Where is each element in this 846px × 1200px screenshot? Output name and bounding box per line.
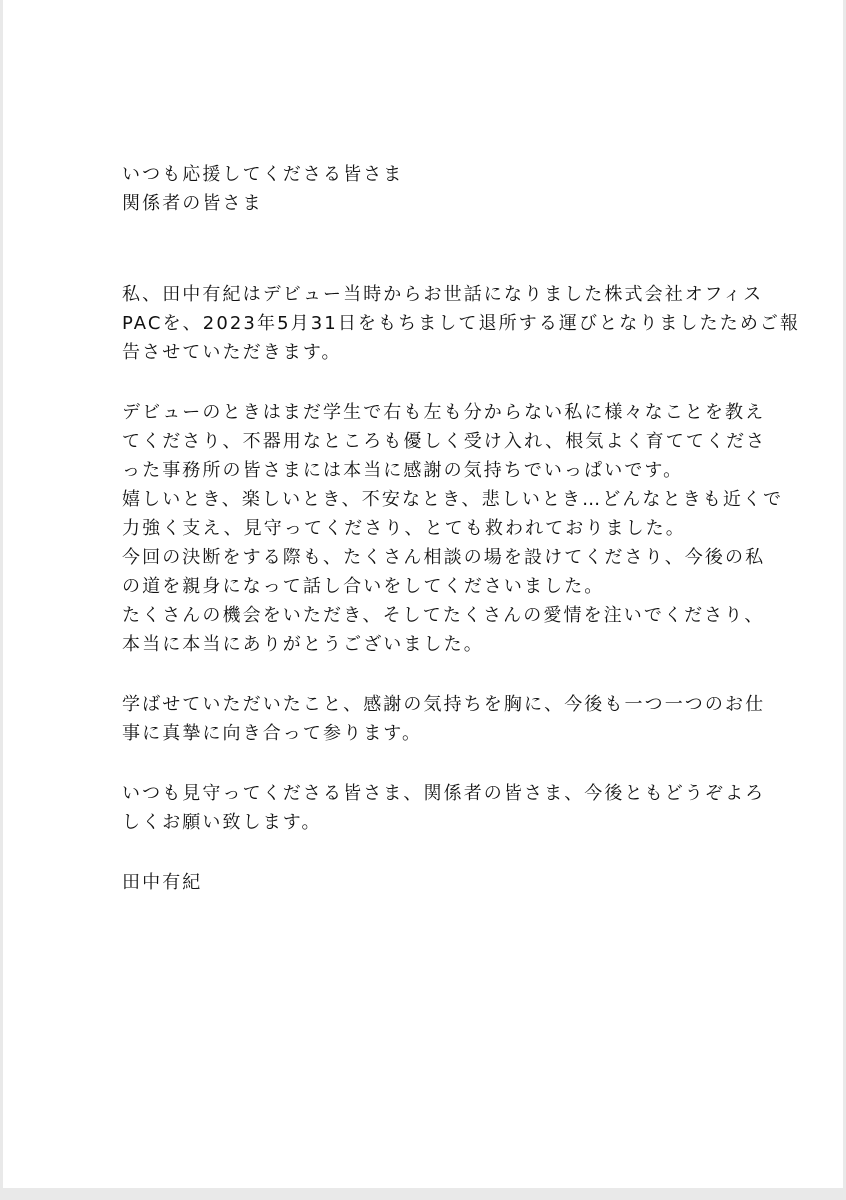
- letter-page: [3, 0, 843, 1188]
- spacer: [122, 837, 762, 868]
- paragraph-line: 嬉しいとき、楽しいとき、不安なとき、悲しいとき…どんなときも近くで: [122, 489, 784, 510]
- paragraph-line: 告させていただきます。: [122, 342, 342, 363]
- paragraph-future: [122, 690, 766, 748]
- paragraph-line: PACを、2023年5月31日をもちまして退所する運びとなりましたためご報: [122, 313, 801, 334]
- spacer: [122, 367, 762, 398]
- paragraph-line: 学ばせていただいたこと、感謝の気持ちを胸に、今後も一つ一つのお仕: [122, 694, 766, 715]
- paragraph-line: デビューのときはまだ学生で右も左も分からない私に様々なことを教え: [122, 402, 766, 423]
- spacer: [122, 659, 762, 690]
- signature: 田中有紀: [122, 872, 203, 893]
- paragraph-line: しくお願い致します。: [122, 812, 322, 833]
- paragraph-line: 力強く支え、見守ってくださり、とても救われておりました。: [122, 518, 686, 539]
- paragraph-line: 本当に本当にありがとうございました。: [122, 634, 484, 655]
- paragraph-closing: [122, 779, 766, 837]
- paragraph-line: 事に真摯に向き合って参ります。: [122, 723, 423, 744]
- paragraph-line: いつも見守ってくださる皆さま、関係者の皆さま、今後ともどうぞよろ: [122, 783, 766, 804]
- spacer: [122, 748, 762, 779]
- paragraph-line: の道を親身になって話し合いをしてくださいました。: [122, 576, 605, 597]
- paragraph-line: たくさんの機会をいただき、そしてたくさんの愛情を注いでくださり、: [122, 605, 765, 626]
- paragraph-line: 私、田中有紀はデビュー当時からお世話になりました株式会社オフィス: [122, 284, 764, 305]
- spacer: [122, 218, 762, 249]
- spacer: [122, 249, 762, 280]
- paragraph-line: った事務所の皆さまには本当に感謝の気持ちでいっぱいです。: [122, 460, 684, 481]
- paragraph-announcement: [122, 280, 801, 367]
- letter-body: [122, 160, 801, 897]
- greeting-line: いつも応援してくださる皆さま: [122, 164, 404, 185]
- greeting: [122, 160, 762, 218]
- paragraph-line: 今回の決断をする際も、たくさん相談の場を設けてくださり、今後の私: [122, 547, 766, 568]
- paragraph-gratitude: [122, 398, 784, 659]
- greeting-line: 関係者の皆さま: [122, 193, 263, 214]
- paragraph-line: てくださり、不器用なところも優しく受け入れ、根気よく育ててくださ: [122, 431, 767, 452]
